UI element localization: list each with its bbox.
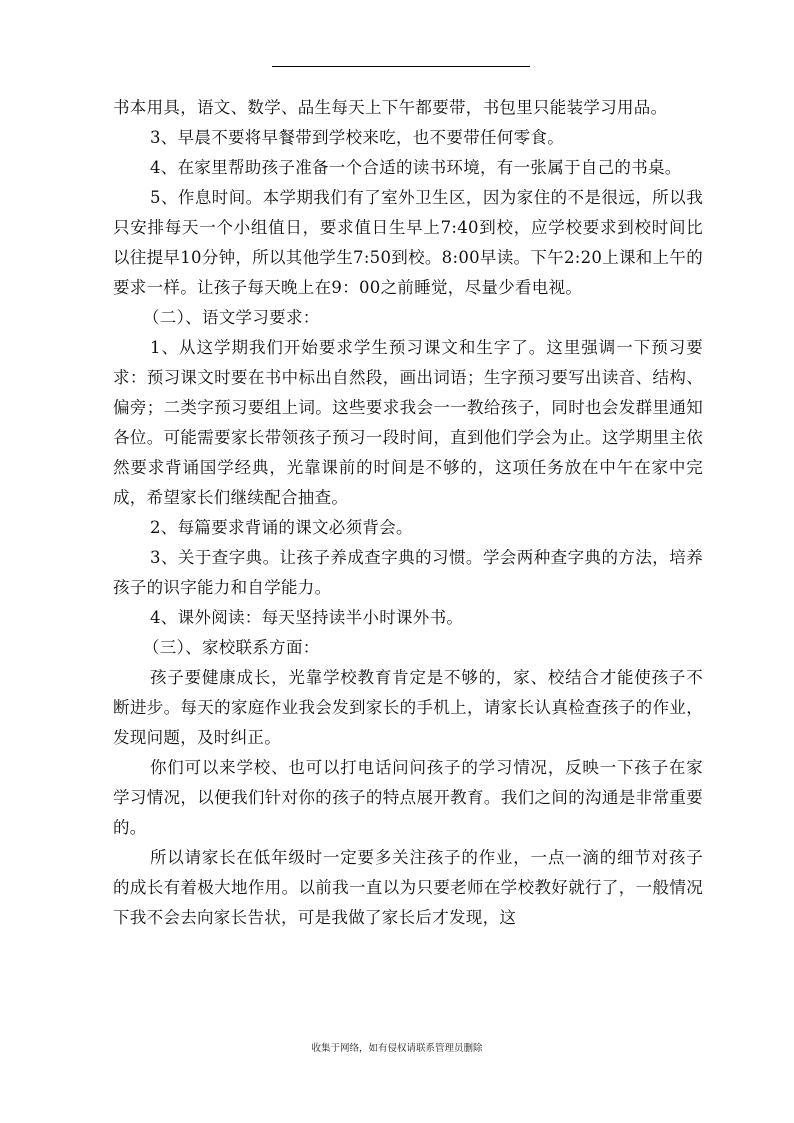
paragraph: 3、早晨不要将早餐带到学校来吃，也不要带任何零食。: [150, 128, 564, 147]
header-rule: [272, 66, 530, 67]
paragraph: 所以请家长在低年级时一定要多关注孩子的作业，一点一滴的细节对孩子的成长有着极大地作用。以前我一直以为只要老师在学校教好就行了，一般情况下我不会去向家长告状，可是我做了家长后才发现，这: [113, 848, 703, 927]
paragraph: 3、关于查字典。让孩子养成查字典的习惯。学会两种查字典的方法，培养孩子的识字能力和自学能力。: [113, 548, 703, 597]
section-heading: （三）、家校联系方面：: [143, 638, 320, 657]
paragraph: 2、每篇要求背诵的课文必须背会。: [150, 518, 413, 537]
document-body: [113, 93, 703, 933]
paragraph: 4、在家里帮助孩子准备一个合适的读书环境，有一张属于自己的书桌。: [150, 158, 682, 177]
paragraph: 1、从这学期我们开始要求学生预习课文和生字了。这里强调一下预习要求：预习课文时要在书中标出自然段，画出词语；生字预习要写出读音、结构、偏旁；二类字预习要组上词。这些要求我会一一教给孩子，同时也会发群里通知各位。可能需要家长带领孩子预习一段时间，直到他们学会为止。这学期里主依然要求背诵国学经典，光靠课前的时间是不够的，这项任务放在中午在家中完成，希望家长们继续配合抽查。: [113, 338, 703, 507]
page-footer: 收集于网络，如有侵权请联系管理员删除: [311, 1043, 483, 1054]
paragraph: 你们可以来学校、也可以打电话问问孩子的学习情况，反映一下孩子在家学习情况，以便我们针对你的孩子的特点展开教育。我们之间的沟通是非常重要的。: [113, 758, 703, 837]
paragraph: 孩子要健康成长，光靠学校教育肯定是不够的，家、校结合才能使孩子不断进步。每天的家庭作业我会发到家长的手机上，请家长认真检查孩子的作业，发现问题，及时纠正。: [113, 668, 703, 747]
paragraph: 4、课外阅读：每天坚持读半小时课外书。: [150, 608, 464, 627]
paragraph: 5、作息时间。本学期我们有了室外卫生区，因为家住的不是很远，所以我只安排每天一个小组值日，要求值日生早上7:40到校，应学校要求到校时间比以往提早10分钟，所以其他学生7:50到校。8:00早读。下午2:20上课和上午的要求一样。让孩子每天晚上在9：00之前睡觉，尽量少看电视。: [113, 188, 703, 297]
paragraph: 书本用具，语文、数学、品生每天上下午都要带，书包里只能装学习用品。: [113, 98, 668, 117]
section-heading: （二）、语文学习要求：: [143, 308, 320, 327]
